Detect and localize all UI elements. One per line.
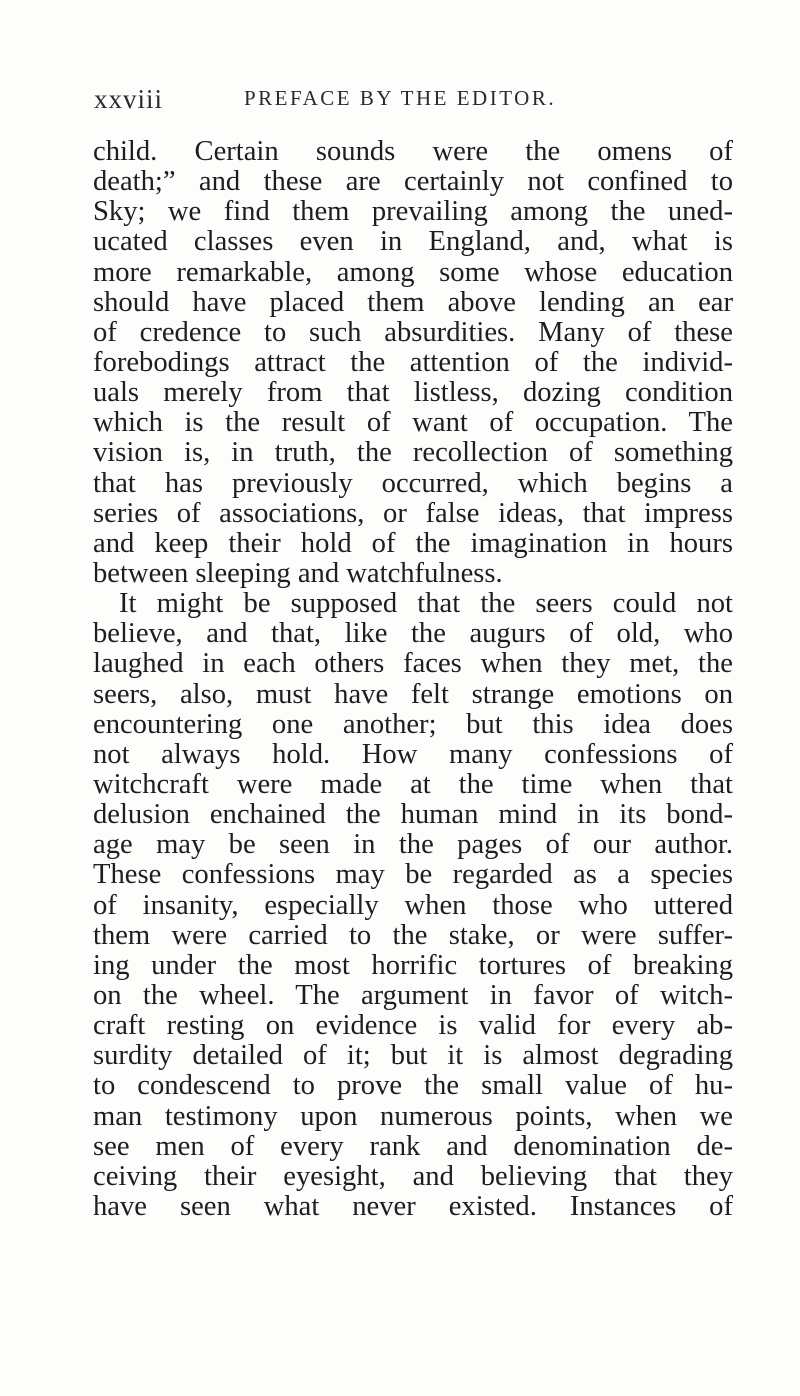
text-line: of credence to such absurdities. Many of these bbox=[93, 316, 733, 348]
text-line: ucated classes even in England, and, what is bbox=[93, 226, 733, 258]
text-line: encountering one another; but this idea does bbox=[93, 708, 733, 740]
text-line: should have placed them above lending an ear bbox=[93, 286, 733, 318]
text-line: them were carried to the stake, or were suffer- bbox=[93, 919, 733, 951]
page-number: xxviii bbox=[94, 84, 164, 114]
text-line: witchcraft were made at the time when that bbox=[93, 768, 733, 800]
text-line: have seen what never existed. Instances of bbox=[93, 1190, 733, 1222]
text-line: and keep their hold of the imagination in hours bbox=[93, 527, 733, 559]
text-line: ceiving their eyesight, and believing that they bbox=[93, 1160, 733, 1192]
text-line: that has previously occurred, which begins a bbox=[93, 467, 733, 499]
text-line: man testimony upon numerous points, when we bbox=[93, 1100, 733, 1132]
text-line: series of associations, or false ideas, that impress bbox=[93, 497, 733, 529]
text-line: surdity detailed of it; but it is almost degrading bbox=[93, 1040, 733, 1072]
text-line: It might be supposed that the seers could not bbox=[119, 588, 733, 620]
text-line: death;” and these are certainly not confined to bbox=[93, 166, 733, 198]
text-line: more remarkable, among some whose education bbox=[93, 256, 733, 288]
text-line: delusion enchained the human mind in its bond- bbox=[93, 799, 733, 831]
text-line: These confessions may be regarded as a species bbox=[93, 859, 733, 891]
text-line: child. Certain sounds were the omens of bbox=[93, 136, 733, 167]
text-line: craft resting on evidence is valid for every ab- bbox=[93, 1010, 733, 1042]
text-line: uals merely from that listless, dozing condition bbox=[93, 377, 733, 409]
text-line: see men of every rank and denomination de- bbox=[93, 1130, 733, 1162]
text-line: of insanity, especially when those who uttered bbox=[93, 889, 733, 921]
text-line: believe, and that, like the augurs of old, who bbox=[93, 618, 733, 650]
text-line: Sky; we find them prevailing among the uned- bbox=[93, 196, 733, 228]
body-text bbox=[93, 137, 733, 1222]
text-line: ing under the most horrific tortures of breaking bbox=[93, 949, 733, 981]
text-line: on the wheel. The argument in favor of witch- bbox=[93, 979, 733, 1011]
page-header bbox=[94, 84, 734, 124]
text-line: to condescend to prove the small value of hu- bbox=[93, 1070, 733, 1102]
text-line: not always hold. How many confessions of bbox=[93, 738, 733, 770]
text-line: vision is, in truth, the recollection of something bbox=[93, 437, 733, 469]
text-line: laughed in each others faces when they met, the bbox=[93, 648, 733, 680]
text-line: seers, also, must have felt strange emotions on bbox=[93, 678, 733, 710]
text-line: age may be seen in the pages of our author. bbox=[93, 829, 733, 861]
running-head: PREFACE BY THE EDITOR. bbox=[244, 86, 557, 110]
text-line: which is the result of want of occupation. The bbox=[93, 407, 733, 439]
text-line: forebodings attract the attention of the individ- bbox=[93, 346, 733, 378]
text-line: between sleeping and watchfulness. bbox=[93, 557, 503, 589]
